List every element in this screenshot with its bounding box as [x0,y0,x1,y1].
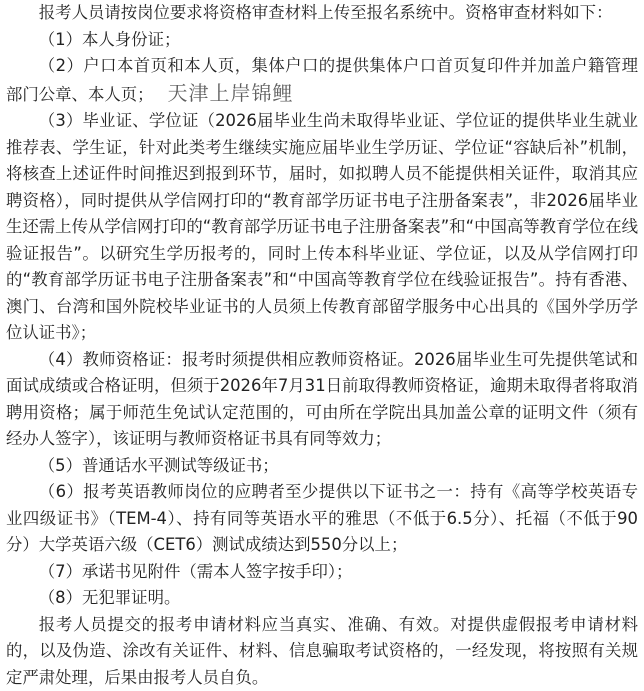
closing-paragraph: 报考人员提交的报考申请材料应当真实、准确、有效。对提供虚假报考申请材料的，以及伪造、涂改有关证件、材料、信息骗取考试资格的，一经发现，将按照有关规定严肃处理，后果由报考人员自负。 [6,612,638,691]
watermark: 天津上岸锦鲤 [168,81,294,105]
item-4: （4）教师资格证：报考时须提供相应教师资格证。2026届毕业生可先提供笔试和面试成绩或合格证明，但须于2026年7月31日前取得教师资格证，逾期未取得者将取消聘用资格；属于师范生免试认定范围的，可由所在学院出具加盖公章的证明文件（须有经办人签字），该证明与教师资格证书具有同等效力； [6,347,638,453]
item-2-text: （2）户口本首页和本人页，集体户口的提供集体户口首页复印件并加盖户籍管理部门公章、本人页； [6,56,638,104]
intro-paragraph: 报考人员请按岗位要求将资格审查材料上传至报名系统中。资格审查材料如下： [6,0,638,27]
item-6: （6）报考英语教师岗位的应聘者至少提供以下证书之一：持有《高等学校英语专业四级证书》（TEM-4）、持有同等英语水平的雅思（不低于6.5分）、托福（不低于90分）大学英语六级（CET6）测试成绩达到550分以上； [6,479,638,559]
document-body [6,0,638,691]
item-8: （8）无犯罪证明。 [6,585,638,612]
item-2 [6,53,638,108]
item-5: （5）普通话水平测试等级证书； [6,453,638,480]
item-3: （3）毕业证、学位证（2026届毕业生尚未取得毕业证、学位证的提供毕业生就业推荐表、学生证，针对此类考生继续实施应届毕业生学历证、学位证“容缺后补”机制，将核查上述证件时间推迟到报到环节，届时，如拟聘人员不能提供相关证件，取消其应聘资格），同时提供从学信网打印的“教育部学历证书电子注册备案表”，非2026届毕业生还需上传从学信网打印的“教育部学历证书电子注册备案表”和“中国高等教育学位在线验证报告”。以研究生学历报考的，同时上传本科毕业证、学位证，以及从学信网打印的“教育部学历证书电子注册备案表”和“中国高等教育学位在线验证报告”。持有香港、澳门、台湾和国外院校毕业证书的人员须上传教育部留学服务中心出具的《国外学历学位认证书》； [6,108,638,347]
item-1: （1）本人身份证； [6,27,638,54]
item-7: （7）承诺书见附件（需本人签字按手印）； [6,559,638,586]
